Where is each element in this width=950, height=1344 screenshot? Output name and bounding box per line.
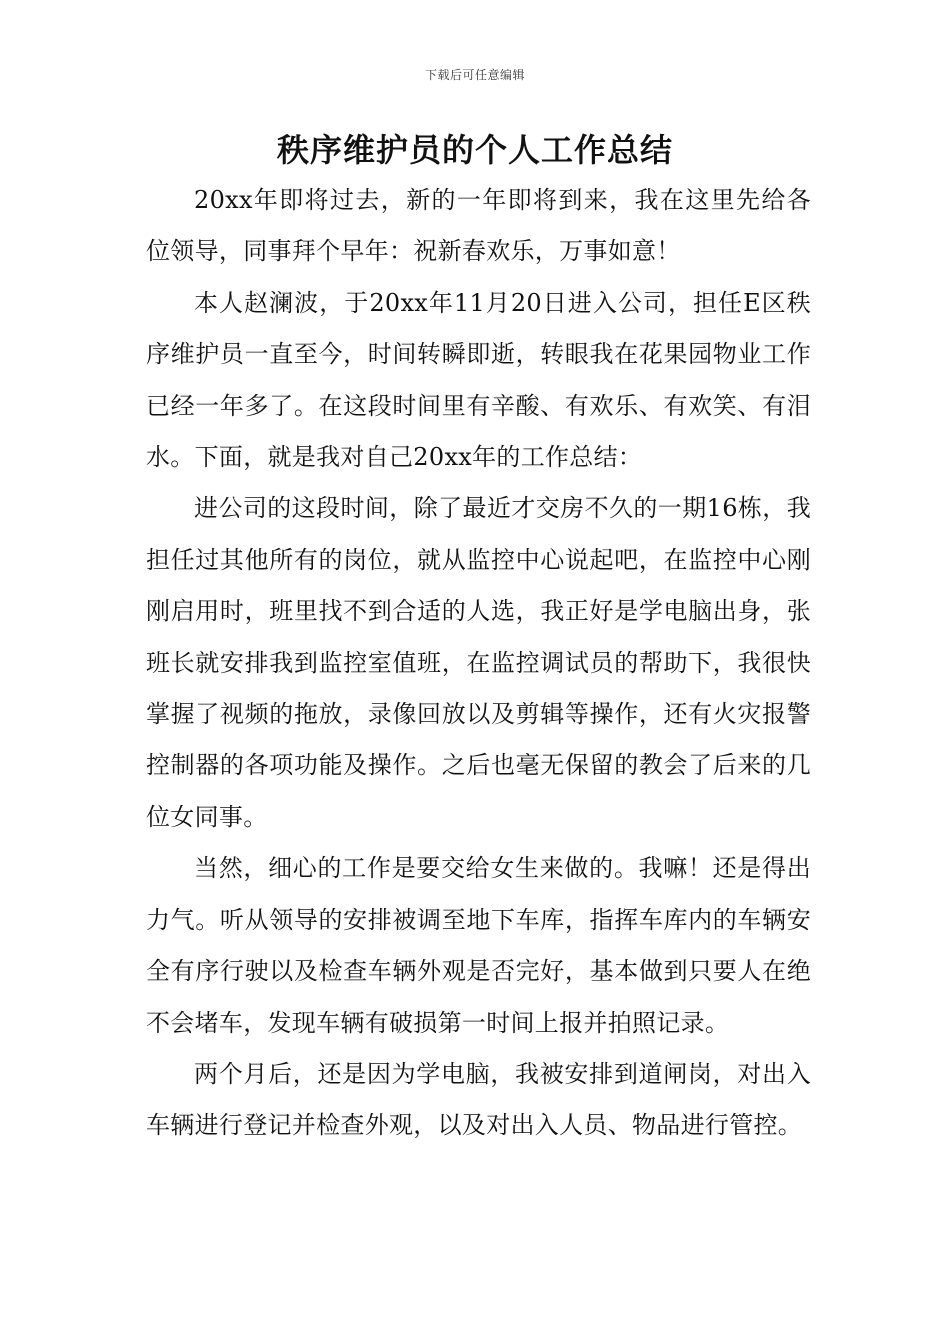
- paragraph-5: 两个月后，还是因为学电脑，我被安排到道闸岗，对出入车辆进行登记并检查外观，以及对出入人员、物品进行管控。: [146, 1059, 811, 1140]
- document-body: [146, 175, 811, 1152]
- paragraph-3: 进公司的这段时间，除了最近才交房不久的一期16栋，我担任过其他所有的岗位，就从监控中心说起吧，在监控中心刚刚启用时，班里找不到合适的人选，我正好是学电脑出身，张班长就安排我到监控室值班，在监控调试员的帮助下，我很快掌握了视频的拖放，录像回放以及剪辑等操作，还有火灾报警控制器的各项功能及操作。之后也毫无保留的教会了后来的几位女同事。: [146, 494, 811, 831]
- paragraph-2: 本人赵澜波，于20xx年11月20日进入公司，担任E区秩序维护员一直至今，时间转瞬即逝，转眼我在花果园物业工作已经一年多了。在这段时间里有辛酸、有欢乐、有欢笑、有泪水。下面，就是我对自己20xx年的工作总结：: [146, 288, 811, 472]
- paragraph-4: 当然，细心的工作是要交给女生来做的。我嘛！还是得出力气。听从领导的安排被调至地下车库，指挥车库内的车辆安全有序行驶以及检查车辆外观是否完好，基本做到只要人在绝不会堵车，发现车辆有破损第一时间上报并拍照记录。: [146, 854, 811, 1037]
- paragraph-1: 20xx年即将过去，新的一年即将到来，我在这里先给各位领导，同事拜个早年：祝新春欢乐，万事如意！: [146, 186, 811, 266]
- document-title: 秩序维护员的个人工作总结: [276, 131, 673, 169]
- header-note: 下载后可任意编辑: [424, 68, 525, 82]
